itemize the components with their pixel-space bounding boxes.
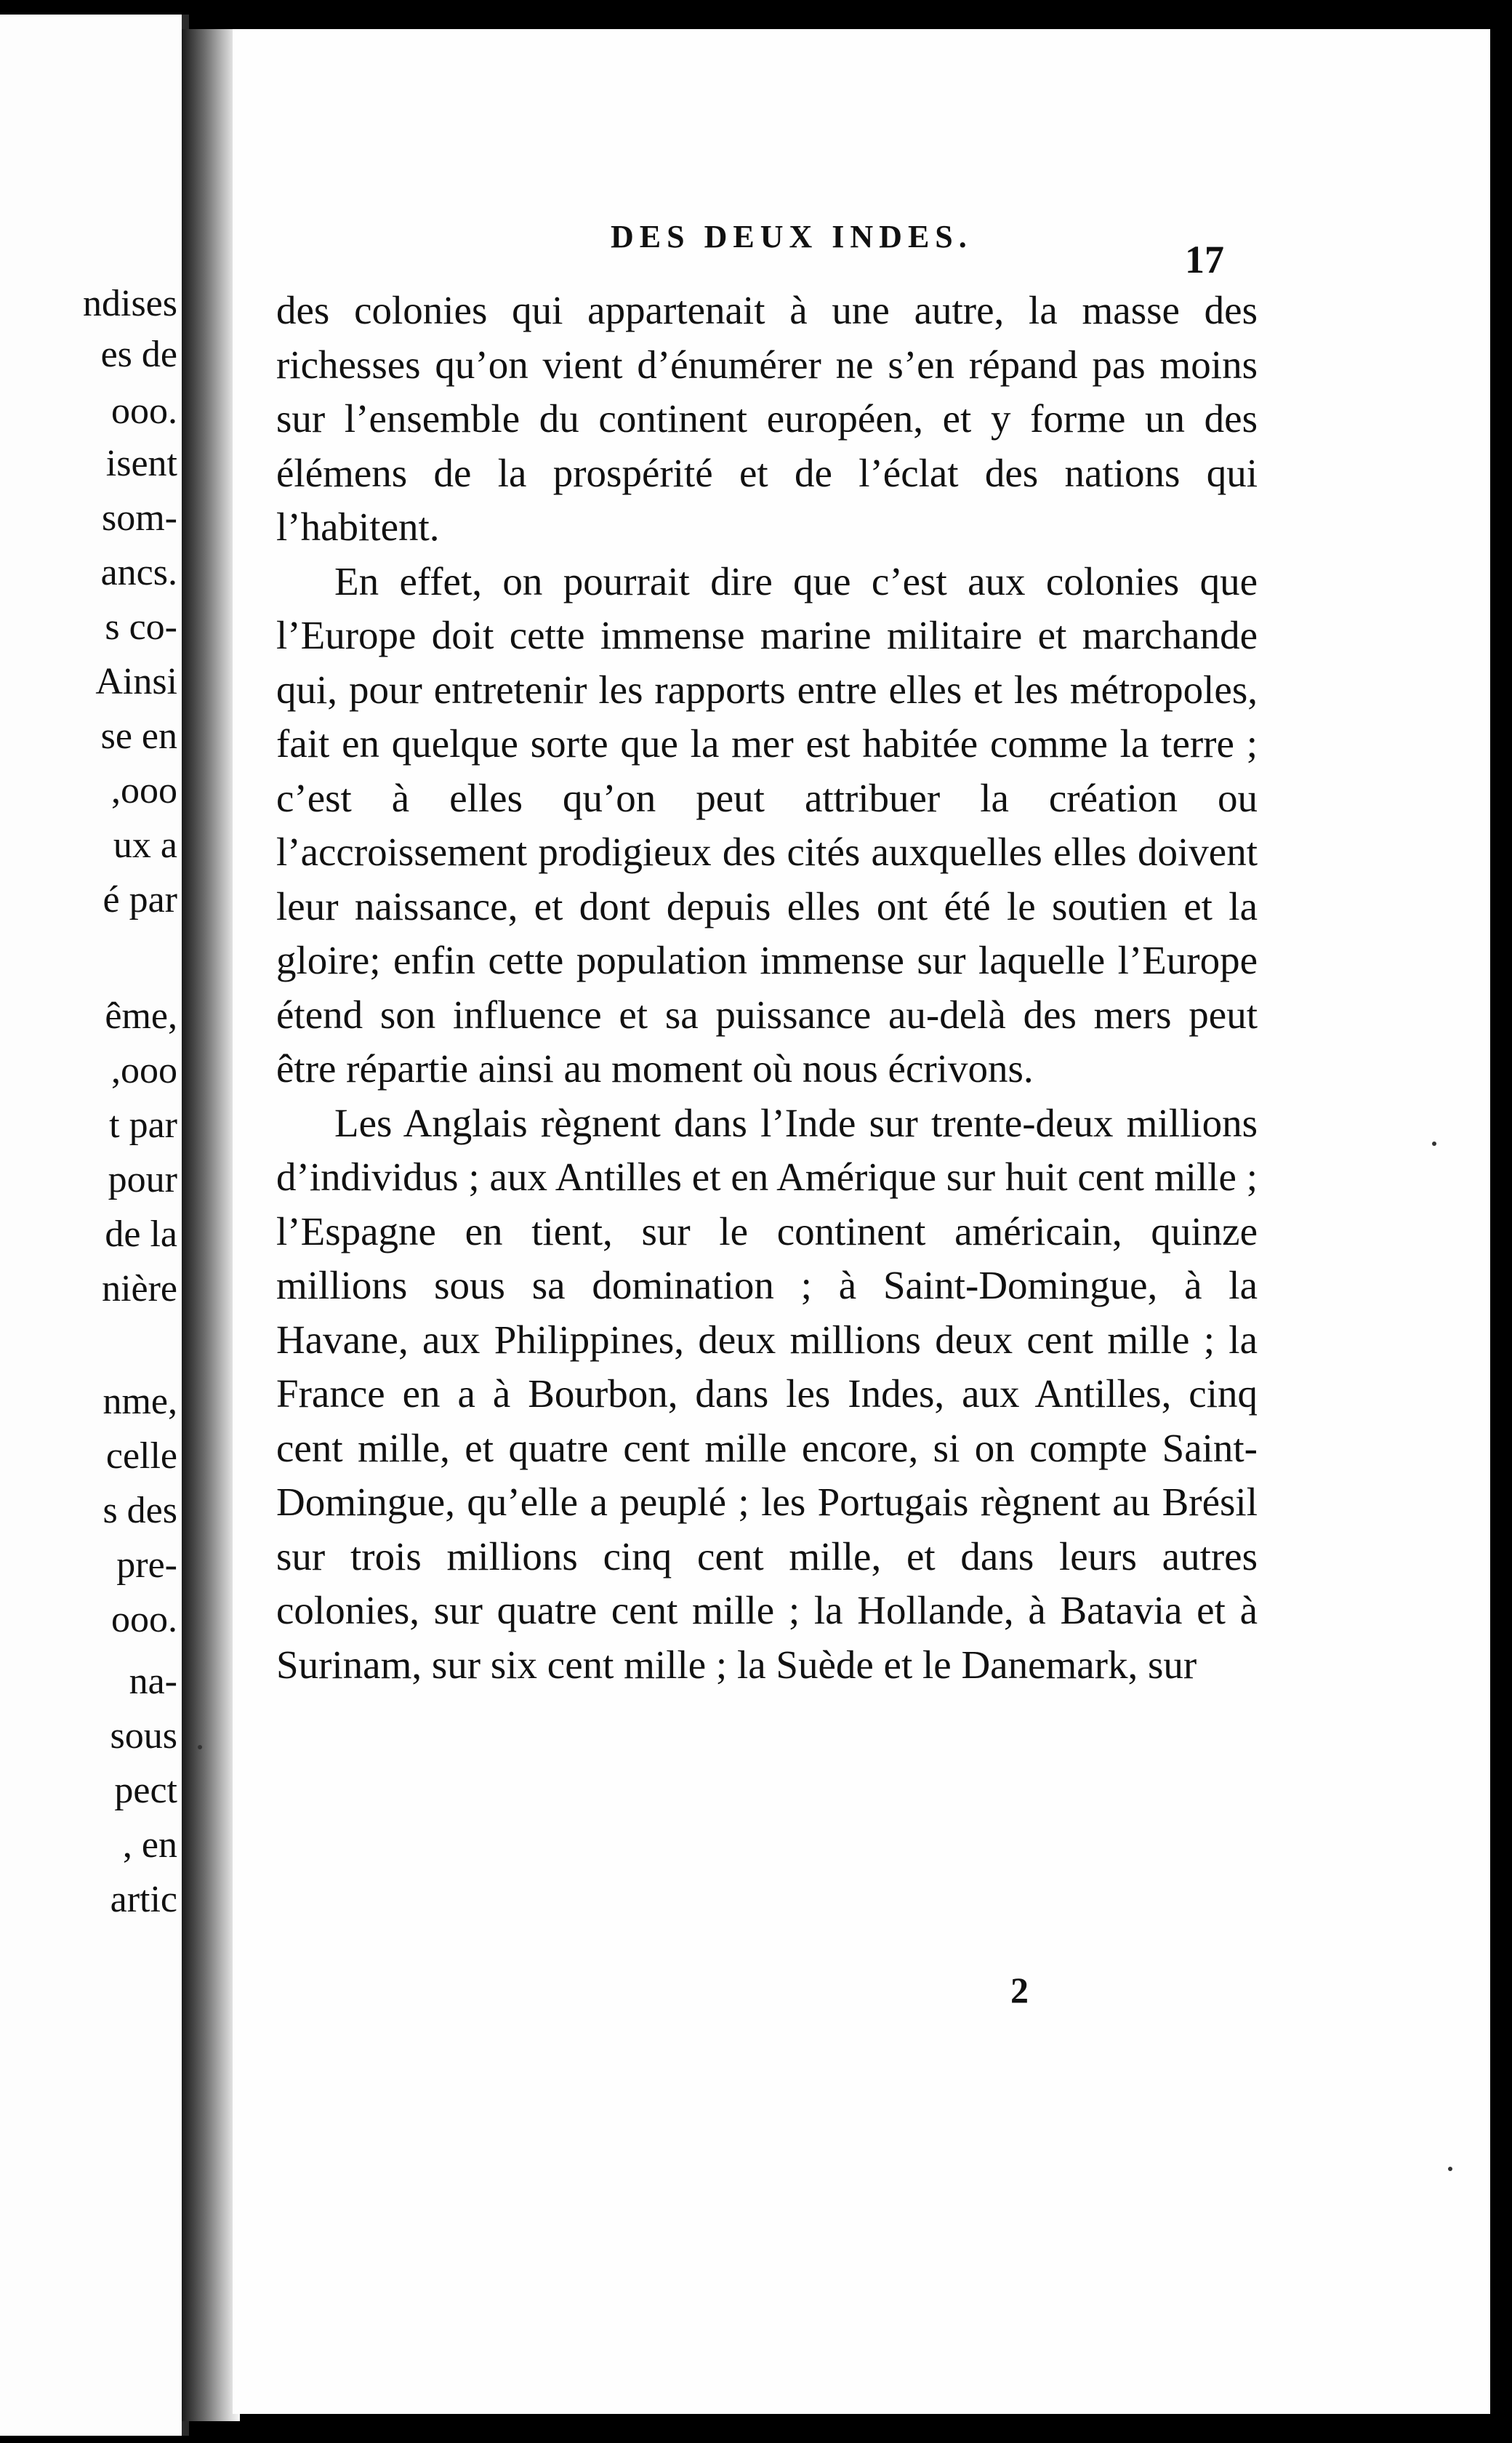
left-page-line: na-: [129, 1661, 177, 1702]
speck: [1448, 2167, 1452, 2171]
left-page-line: pect: [114, 1770, 177, 1811]
left-page-line: ooo.: [111, 1599, 177, 1640]
left-page-line: ooo.: [111, 390, 177, 432]
book-gutter: [182, 29, 240, 2421]
left-page-line: pre-: [116, 1544, 177, 1586]
paragraph-1: des colonies qui appartenait à une autre, la masse des richesses qu’on vient d’énumérer ne s’en répand pas moins sur l’ensemble du continent européen, et y forme un des élémens de la prospérité et de l’éclat des nations qui l’habitent.: [276, 288, 1258, 549]
left-page-line: pour: [108, 1159, 177, 1200]
left-page-line: é par: [102, 879, 177, 920]
left-page-line: ancs.: [100, 552, 177, 593]
speck: [1432, 1142, 1436, 1146]
left-page-line: nme,: [102, 1381, 177, 1422]
paragraph-3: Les Anglais règnent dans l’Inde sur trente-deux millions d’individus ; aux Antilles et en Amérique sur huit cent mille ; l’Espagne en tient, sur le continent américain, quinze millions sous sa domination ; à Saint-Domingue, à la Havane, aux Philippines, deux millions deux cent mille ; la France en a à Bourbon, dans les Indes, aux Antilles, cinq cent mille, et quatre cent mille encore, si on compte Saint-Domingue, qu’elle a peuplé ; les Portugais règnent au Brésil sur trois millions cinq cent mille, et dans leurs autres colonies, sur quatre cent mille ; la Hollande, à Batavia et à Surinam, sur six cent mille ; la Suède et le Danemark, sur: [276, 1100, 1258, 1687]
left-page-line: ux a: [113, 825, 177, 866]
left-page-line: , en: [122, 1824, 177, 1866]
left-page-line: s des: [102, 1490, 177, 1531]
left-page-line: s co-: [105, 606, 177, 648]
paragraph-2: En effet, on pourrait dire que c’est aux colonies que l’Europe doit cette immense marine militaire et marchande qui, pour entretenir les rapports entre elles et les métropoles, fait en quelque sorte que la mer est habitée comme la terre ; c’est à elles qu’on peut attribuer la création ou l’accroissement prodigieux des cités auxquelles elles doivent leur naissance, et dont depuis elles ont été le soutien et la gloire; enfin cette population immense sur laquelle l’Europe étend son influence et sa puissance au-delà des mers peut être répartie ainsi au moment où nous écrivons.: [276, 558, 1258, 1091]
body-text: [276, 284, 1258, 1692]
left-page-line: de la: [105, 1214, 177, 1255]
signature-mark: 2: [1010, 1970, 1029, 2010]
speck: [198, 1745, 202, 1749]
left-page-line: celle: [105, 1435, 177, 1477]
left-page-line: es de: [100, 334, 177, 375]
left-page-line: artic: [110, 1879, 177, 1920]
left-page-line: sous: [110, 1715, 177, 1757]
left-page-line: ndises: [83, 283, 177, 324]
left-page-line: nière: [102, 1268, 177, 1309]
left-page-line: isent: [105, 443, 177, 484]
left-page-line: som-: [102, 497, 177, 539]
left-page-line: Ainsi: [95, 661, 177, 702]
left-page-line: ême,: [105, 995, 177, 1037]
running-head: DES DEUX INDES.: [611, 219, 973, 254]
left-page-line: t par: [109, 1104, 177, 1146]
left-page-line: ,ooo: [111, 1050, 177, 1091]
left-page-line: ,ooo: [111, 770, 177, 811]
left-page-fragment: [0, 15, 189, 2436]
page-number: 17: [1185, 238, 1224, 281]
left-page-line: se en: [100, 715, 177, 757]
